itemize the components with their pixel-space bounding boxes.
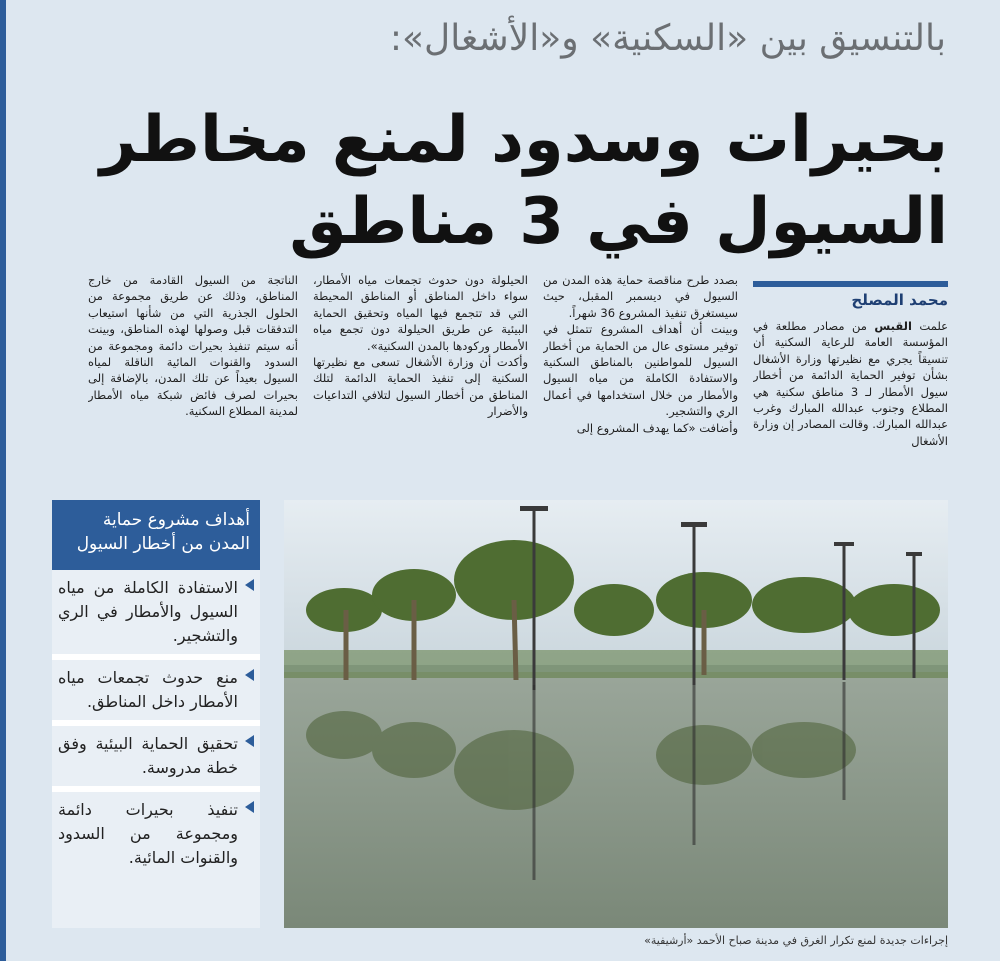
kicker: بالتنسيق بين «السكنية» و«الأشغال»:: [389, 18, 946, 59]
triangle-bullet-icon: [245, 801, 254, 813]
goal-text: الاستفادة الكاملة من مياه السيول والأمطار في الري والتشجير.: [58, 578, 238, 645]
article-paragraph: وأضافت «كما يهدف المشروع إلى: [576, 420, 738, 435]
goal-text: تنفيذ بحيرات دائمة ومجموعة من السدود والقنوات المائية.: [58, 800, 238, 867]
byline-bar: [753, 281, 948, 287]
sidebar-goal-item: [52, 726, 260, 792]
goal-text: منع حدوث تجمعات مياه الأمطار داخل المناطق.: [58, 668, 238, 711]
flooded-park-photo: [284, 500, 948, 928]
sidebar-goal-item: [52, 570, 260, 660]
goal-text: تحقيق الحماية البيئية وفق خطة مدروسة.: [58, 734, 238, 777]
byline: محمد المصلح: [851, 291, 948, 309]
sidebar-title: أهداف مشروع حماية المدن من أخطار السيول: [52, 500, 260, 570]
article-paragraph: وبينت أن أهداف المشروع تتمثل في توفير مستوى عال من الحماية من أخطار السيول للمواطنين بالمناطق السكنية والاستفادة الكاملة من مياه السيول والأمطار من خلال استخدامها في أعمال الري والتشجير.: [543, 322, 738, 419]
source-name: القبس: [874, 319, 912, 333]
goals-sidebar: [52, 500, 260, 928]
headline-line-1: بحيرات وسدود لمنع مخاطر: [99, 103, 948, 177]
article-paragraph: بصدد طرح مناقصة حماية هذه المدن من السيول في ديسمبر المقبل، حيث سيستغرق تنفيذ المشروع 36 شهراً.: [543, 273, 738, 320]
article-column-4: [88, 272, 298, 487]
article-text: من مصادر مطلعة في المؤسسة العامة للرعاية السكنية أن تنسيقاً يجري مع نظيرتها وزارة الأشغال بشأن توفير الحماية الدائمة من أخطار سيول الأمطار لـ 3 مناطق سكنية هي المطلاع وجنوب عبدالله المبارك وغرب عبدالله المبارك. وقالت المصادر إن وزارة الأشغال: [753, 319, 948, 448]
headline-line-2: السيول في 3 مناطق: [289, 185, 948, 259]
page-edge-stripe: [0, 0, 6, 961]
article-column-1: [753, 318, 948, 488]
photo-caption: إجراءات جديدة لمنع تكرار الغرق في مدينة صباح الأحمد «أرشيفية»: [644, 934, 948, 947]
article-column-2: [543, 272, 738, 487]
article-paragraph: الحيلولة دون حدوث تجمعات مياه الأمطار، سواء داخل المناطق أو المناطق المحيطة التي قد تتجمع فيها المياه وتحقيق الحماية البيئية عن طريق الحيلولة دون تجمع مياه الأمطار وركودها بالمدن السكنية».: [313, 273, 528, 353]
triangle-bullet-icon: [245, 579, 254, 591]
article-text: علمت: [911, 319, 948, 333]
sidebar-goal-item: [52, 660, 260, 726]
article-paragraph: الناتجة من السيول القادمة من خارج المناطق، وذلك عن طريق مجموعة من الحلول الجذرية التي من شأنها استيعاب التدفقات قبل وصولها لهذه المناطق، وبينت أنه سيتم تنفيذ بحيرات دائمة ومجموعة من السدود والقنوات المائية الناقلة لمياه السيول بعيداً عن تلك المدن، بالإضافة إلى بحيرات لصرف فائض شبكة مياه الأمطار لمدينة المطلاع السكنية.: [88, 273, 298, 419]
triangle-bullet-icon: [245, 669, 254, 681]
article-paragraph: وأكدت أن وزارة الأشغال تسعى مع نظيرتها السكنية إلى تنفيذ الحماية الدائمة لتلك المناطق من أخطار السيول لتلافي التداعيات والأضرار: [313, 355, 528, 419]
article-column-3: [313, 272, 528, 487]
sidebar-goal-item: [52, 792, 260, 876]
photo-illustration: [284, 500, 948, 928]
triangle-bullet-icon: [245, 735, 254, 747]
